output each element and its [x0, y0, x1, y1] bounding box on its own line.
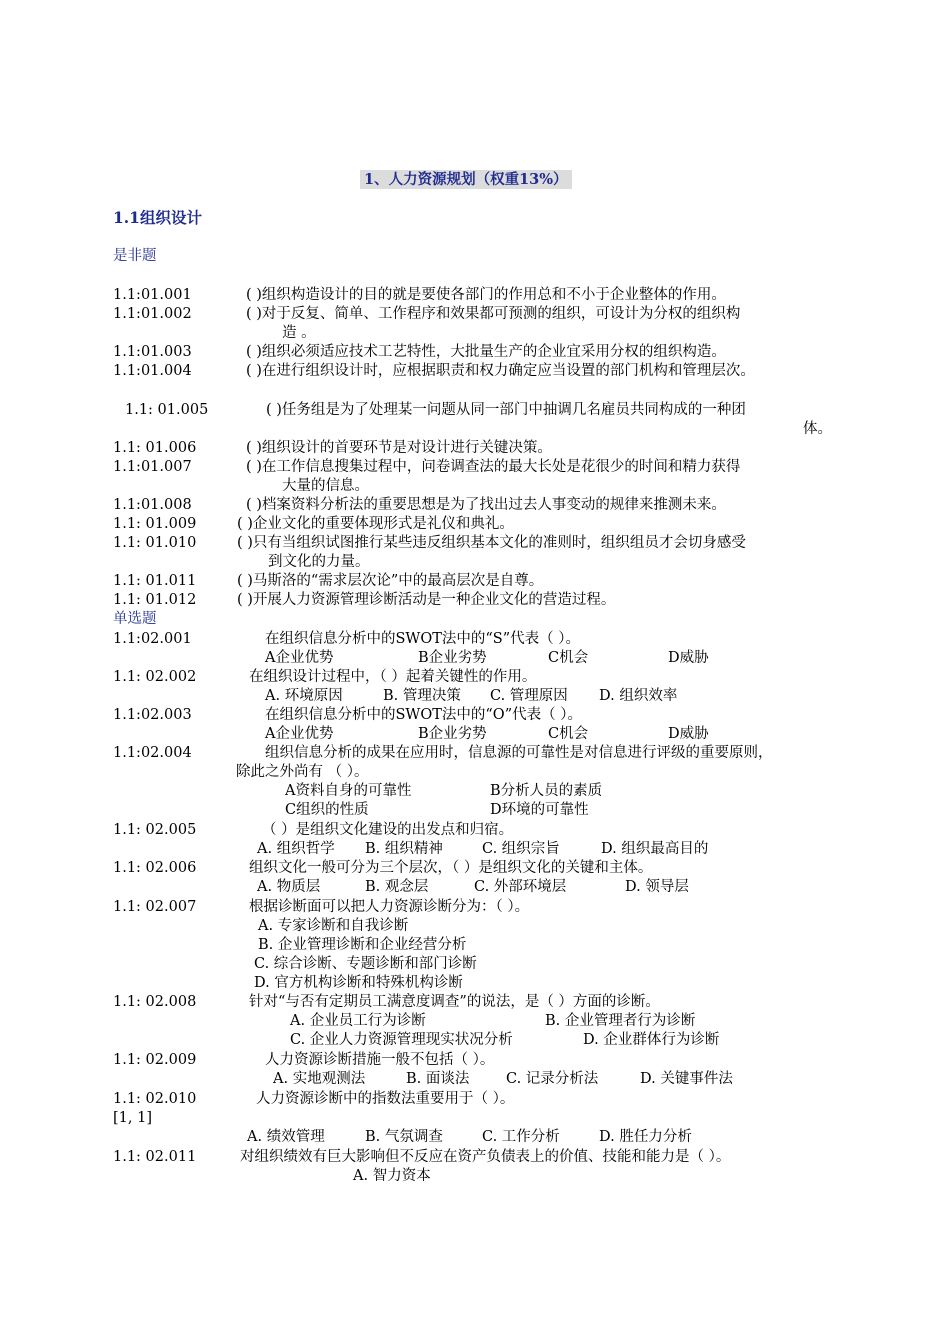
option-a: A. 绩效管理	[247, 1129, 325, 1145]
question-text: 组织信息分析的成果在应用时，信息源的可靠性是对信息进行评级的重要原则，	[265, 745, 773, 761]
question-text-continued: 除此之外尚有 （ ）。	[236, 764, 369, 780]
option-c: C. 记录分析法	[506, 1071, 599, 1087]
question-code: 1.1:01.002	[113, 306, 192, 322]
question-text: 在组织设计过程中，（ ）起着关键性的作用。	[249, 669, 537, 685]
question-text: 人力资源诊断中的指数法重要用于（ ）。	[256, 1091, 515, 1107]
question-code: 1.1:01.003	[113, 344, 192, 360]
option-d: D威胁	[668, 650, 709, 666]
question-text: 人力资源诊断措施一般不包括（ ）。	[265, 1052, 495, 1068]
question-code: 1.1: 01.005	[125, 402, 209, 418]
option-b: B. 面谈法	[406, 1071, 470, 1087]
option-d: D. 领导层	[625, 879, 689, 895]
question-text: ( )组织构造设计的目的就是要使各部门的作用总和不小于企业整体的作用。	[246, 287, 726, 303]
option-c: C组织的性质	[285, 802, 369, 818]
option-b: B企业劣势	[418, 650, 487, 666]
question-text: （ ）是组织文化建设的出发点和归宿。	[262, 822, 514, 838]
option-d: D. 官方机构诊断和特殊机构诊断	[254, 975, 463, 991]
question-tag: [1, 1]	[113, 1110, 152, 1126]
question-code: 1.1: 01.006	[113, 440, 197, 456]
section-heading: 1.1组织设计	[113, 208, 202, 227]
question-text: 在组织信息分析中的SWOT法中的“O”代表（ ）。	[265, 707, 582, 723]
option-b: B. 企业管理诊断和企业经营分析	[258, 937, 467, 953]
option-a: A. 智力资本	[353, 1168, 431, 1184]
option-a: A. 环境原因	[265, 688, 343, 704]
question-text: ( )组织设计的首要环节是对设计进行关键决策。	[246, 440, 552, 456]
question-text: ( )在进行组织设计时，应根据职责和权力确定应当设置的部门机构和管理层次。	[246, 363, 755, 379]
option-d: D威胁	[668, 726, 709, 742]
question-code: 1.1: 01.012	[113, 592, 197, 608]
question-code: 1.1: 02.002	[113, 669, 197, 685]
question-code: 1.1: 01.010	[113, 535, 197, 551]
option-c: C机会	[548, 726, 589, 742]
option-a: A企业优势	[265, 726, 334, 742]
option-d: D. 组织效率	[599, 688, 678, 704]
question-text: ( )组织必须适应技术工艺特性，大批量生产的企业宜采用分权的组织构造。	[246, 344, 726, 360]
question-text: 根据诊断面可以把人力资源诊断分为：（ ）。	[249, 899, 530, 915]
question-text-continued: 大量的信息。	[282, 478, 369, 494]
option-a: A. 实地观测法	[273, 1071, 366, 1087]
option-b: B. 观念层	[365, 879, 429, 895]
question-text: ( )任务组是为了处理某一问题从同一部门中抽调几名雇员共同构成的一种团	[266, 402, 746, 418]
option-c: C. 管理原因	[490, 688, 568, 704]
option-a: A企业优势	[265, 650, 334, 666]
question-text: ( )只有当组织试图推行某些违反组织基本文化的准则时，组织组员才会切身感受	[237, 535, 746, 551]
option-a: A资料自身的可靠性	[285, 783, 412, 799]
option-a: A. 企业员工行为诊断	[290, 1013, 426, 1029]
question-code: 1.1:01.004	[113, 363, 192, 379]
question-text: 在组织信息分析中的SWOT法中的“S”代表（ ）。	[265, 631, 581, 647]
question-code: 1.1:01.001	[113, 287, 192, 303]
question-text: ( )马斯洛的“需求层次论”中的最高层次是自尊。	[237, 573, 544, 589]
question-code: 1.1: 02.007	[113, 899, 197, 915]
option-c: C. 组织宗旨	[482, 841, 560, 857]
question-text: ( )档案资料分析法的重要思想是为了找出过去人事变动的规律来推测未来。	[246, 497, 726, 513]
question-code: 1.1:02.004	[113, 745, 192, 761]
question-code: 1.1: 02.006	[113, 860, 197, 876]
option-d: D. 企业群体行为诊断	[583, 1032, 720, 1048]
question-text-continued: 到文化的力量。	[268, 554, 370, 570]
option-b: B. 气氛调查	[365, 1129, 443, 1145]
true-false-heading: 是非题	[113, 248, 157, 264]
question-code: 1.1: 02.010	[113, 1091, 197, 1107]
option-b: B分析人员的素质	[490, 783, 603, 799]
question-code: 1.1: 01.009	[113, 516, 197, 532]
option-a: A. 专家诊断和自我诊断	[258, 918, 409, 934]
option-c: C. 工作分析	[482, 1129, 560, 1145]
page-title: 1、人力资源规划（权重13%）	[360, 170, 572, 189]
question-text: ( )在工作信息搜集过程中，问卷调查法的最大长处是花很少的时间和精力获得	[246, 459, 741, 475]
question-code: 1.1:01.007	[113, 459, 192, 475]
question-code: 1.1:02.003	[113, 707, 192, 723]
question-code: 1.1: 01.011	[113, 573, 197, 589]
option-a: A. 组织哲学	[257, 841, 335, 857]
question-text: 组织文化一般可分为三个层次，（ ）是组织文化的关键和主体。	[249, 860, 653, 876]
question-text: ( )企业文化的重要体现形式是礼仪和典礼。	[237, 516, 514, 532]
option-d: D. 组织最高目的	[601, 841, 709, 857]
question-text-continued: 造 。	[282, 325, 316, 341]
question-code: 1.1:01.008	[113, 497, 192, 513]
option-c: C. 综合诊断、专题诊断和部门诊断	[254, 956, 477, 972]
question-code: 1.1: 02.011	[113, 1149, 197, 1165]
option-b: B. 管理决策	[383, 688, 461, 704]
option-d: D环境的可靠性	[490, 802, 589, 818]
option-b: B. 组织精神	[365, 841, 443, 857]
option-b: B. 企业管理者行为诊断	[545, 1013, 696, 1029]
option-c: C机会	[548, 650, 589, 666]
question-code: 1.1: 02.009	[113, 1052, 197, 1068]
question-text: ( )开展人力资源管理诊断活动是一种企业文化的营造过程。	[237, 592, 616, 608]
option-c: C. 外部环境层	[474, 879, 567, 895]
question-text-continued: 体。	[803, 421, 832, 437]
question-text: 对组织绩效有巨大影响但不反应在资产负债表上的价值、技能和能力是（ ）。	[240, 1149, 731, 1165]
question-code: 1.1: 02.008	[113, 994, 197, 1010]
option-b: B企业劣势	[418, 726, 487, 742]
question-code: 1.1: 02.005	[113, 822, 197, 838]
question-text: ( )对于反复、简单、工作程序和效果都可预测的组织，可设计为分权的组织构	[246, 306, 741, 322]
option-a: A. 物质层	[257, 879, 321, 895]
question-text: 针对“与否有定期员工满意度调查”的说法，是（ ）方面的诊断。	[249, 994, 660, 1010]
option-d: D. 关键事件法	[640, 1071, 733, 1087]
single-choice-heading: 单选题	[113, 611, 157, 627]
option-c: C. 企业人力资源管理现实状况分析	[290, 1032, 513, 1048]
question-code: 1.1:02.001	[113, 631, 192, 647]
option-d: D. 胜任力分析	[599, 1129, 692, 1145]
